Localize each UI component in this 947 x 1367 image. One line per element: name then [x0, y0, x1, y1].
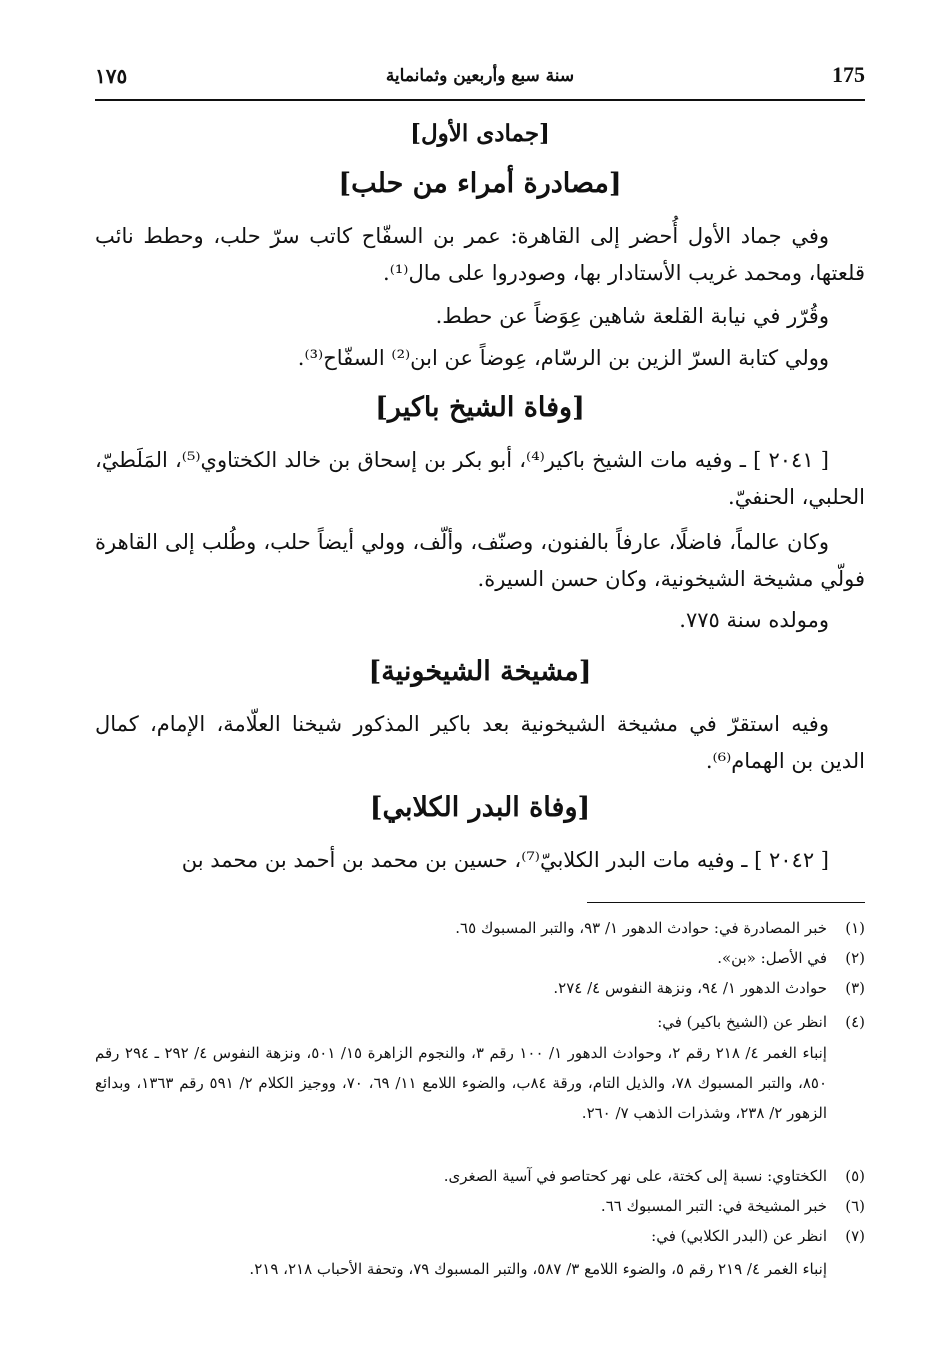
paragraph-secretary: وولي كتابة السرّ الزين بن الرسّام، عِوضاً عن ابن⁽²⁾ السفّاح⁽³⁾.	[297, 346, 829, 370]
footnote-2	[95, 944, 865, 973]
paragraph-confiscation: وفي جماد الأول أُحضر إلى القاهرة: عمر بن السفّاح كاتب سرّ حلب، وحطط نائب قلعتها، ومحمد غريب الأستادار بها، وصودروا على مال⁽¹⁾.	[95, 224, 865, 285]
footnote-text: في الأصل: «بن».	[717, 949, 827, 967]
paragraph-bakir-birth: ومولده سنة ٧٧٥.	[679, 608, 829, 632]
paragraph-kilabi-death: [ ٢٠٤٢ ] ـ وفيه مات البدر الكلابيّ⁽⁷⁾، حسين بن محمد بن أحمد بن محمد بن	[181, 848, 829, 872]
footnote-text: خبر المصادرة في: حوادث الدهور ١/ ٩٣، والتبر المسبوك ٦٥.	[455, 919, 827, 937]
footnote-text: انظر عن (الشيخ باكير) في:	[657, 1013, 827, 1031]
section-heading-confiscation: [مصادرة أمراء من حلب]	[338, 168, 622, 199]
page-number-arabic: ١٧٥	[95, 64, 128, 88]
section-heading-kilabi: [وفاة البدر الكلابي]	[369, 792, 591, 823]
footnote-number: (١)	[845, 919, 865, 937]
footnote-text: حوادث الدهور ١/ ٩٤، ونزهة النفوس ٤/ ٢٧٤.	[553, 979, 827, 997]
paragraph-shaykhuniyya: وفيه استقرّ في مشيخة الشيخونية بعد باكير المذكور شيخنا العلّامة، الإمام، كمال الدين بن الهمام⁽⁶⁾.	[95, 712, 865, 773]
paragraph-bakir-death: [ ٢٠٤١ ] ـ وفيه مات الشيخ باكير⁽⁴⁾، أبو بكر بن إسحاق بن خالد الكختاوي⁽⁵⁾، المَلَطيّ، الحلبي، الحنفيّ.	[95, 448, 865, 509]
footnote-separator	[587, 902, 865, 903]
section-heading-bakir: [وفاة الشيخ باكير]	[375, 392, 585, 423]
footnote-number: (٥)	[845, 1167, 865, 1185]
footnote-7	[95, 1222, 865, 1251]
header-rule	[95, 99, 865, 101]
footnote-number: (٢)	[845, 949, 865, 967]
footnote-number: (٣)	[845, 979, 865, 997]
footnote-1	[95, 914, 865, 943]
footnote-number: (٤)	[845, 1013, 865, 1031]
footnote-text: انظر عن (البدر الكلابي) في:	[651, 1227, 827, 1245]
footnote-7-sources: إنباء الغمر ٤/ ٢١٩ رقم ٥، والضوء اللامع ٣/ ٥٨٧، والتبر المسبوك ٧٩، وتحفة الأحباب ٢١٨، ٢١٩.	[249, 1260, 827, 1278]
footnote-number: (٦)	[845, 1197, 865, 1215]
running-title: سنة سبع وأربعين وثمانماية	[385, 66, 575, 86]
month-heading: [جمادى الأول]	[410, 120, 550, 147]
footnote-5	[95, 1162, 865, 1191]
page-number-latin: 175	[832, 62, 865, 87]
section-heading-shaykhuniyya: [مشيخة الشيخونية]	[368, 656, 592, 687]
paragraph-citadel: وقُرّر في نيابة القلعة شاهين عِوَضاً عن حطط.	[435, 304, 829, 328]
footnote-6	[95, 1192, 865, 1221]
footnote-4-sources: إنباء الغمر ٤/ ٢١٨ رقم ٢، وحوادث الدهور ١/ ١٠٠ رقم ٣، والنجوم الزاهرة ١٥/ ٥٠١، ونزهة النفوس ٤/ ٢٩٢ ـ ٢٩٤ رقم ٨٥٠، والتبر المسبوك ٧٨، والذيل التام، ورقة ٨٤ب، والضوء اللامع ١١/ ٦٩، ٧٠، ووجيز الكلام ٢/ ٥٩١ رقم ١٣٦٣، وبدائع الزهور ٢/ ٢٣٨، وشذرات الذهب ٧/ ٢٦٠.	[95, 1044, 828, 1122]
footnote-number: (٧)	[845, 1227, 865, 1245]
footnote-3	[95, 974, 865, 1003]
paragraph-bakir-bio: وكان عالماً، فاضلًا، عارفاً بالفنون، وصنّف، وألّف، وولي أيضاً حلب، وطُلب إلى القاهرة فولّي مشيخة الشيخونية، وكان حسن السيرة.	[95, 530, 865, 591]
running-header	[95, 62, 865, 96]
footnote-4	[95, 1008, 865, 1037]
footnote-text: الكختاوي: نسبة إلى كختة، على نهر كحتاصو في آسية الصغرى.	[443, 1167, 827, 1185]
footnote-text: خبر المشيخة في: التبر المسبوك ٦٦.	[600, 1197, 827, 1215]
